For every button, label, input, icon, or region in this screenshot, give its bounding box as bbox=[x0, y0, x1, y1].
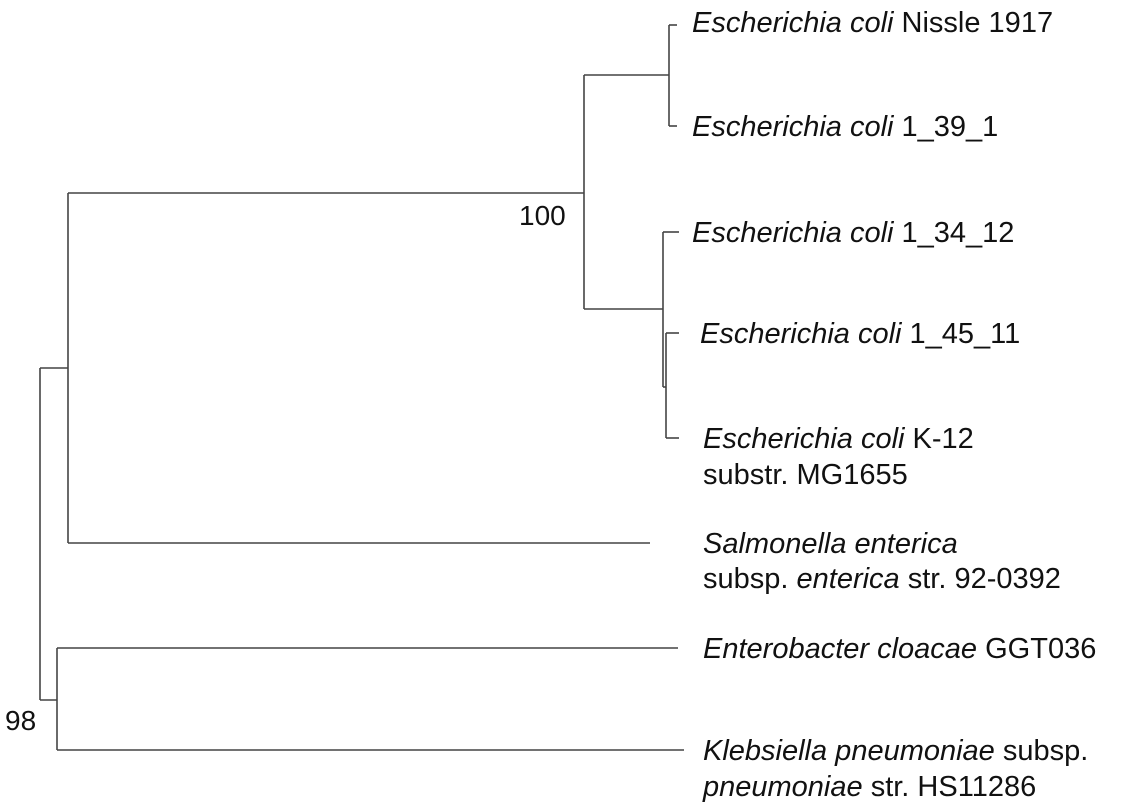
leaf-label-nissle bbox=[692, 7, 1053, 39]
leaf-label-salmonella bbox=[703, 528, 958, 560]
leaf-label-e13412-part-1: 1_34_12 bbox=[893, 217, 1015, 249]
leaf-label-enterobacter-part-1: GGT036 bbox=[977, 633, 1097, 665]
leaf-label-klebsiella-line2-part-0: pneumoniae bbox=[703, 771, 863, 803]
leaf-label-e14511-part-1: 1_45_11 bbox=[901, 318, 1021, 350]
leaf-label-nissle-part-0: Escherichia coli bbox=[692, 7, 894, 39]
leaf-label-klebsiella-part-1: subsp. bbox=[994, 735, 1089, 767]
tree-branches bbox=[40, 25, 684, 750]
leaf-label-e139-part-0: Escherichia coli bbox=[692, 111, 894, 143]
leaf-label-enterobacter-part-0: Enterobacter cloacae bbox=[703, 633, 978, 665]
leaf-label-k12-part-1: K-12 bbox=[904, 423, 974, 455]
leaf-label-e14511 bbox=[700, 318, 1020, 350]
leaf-label-e13412-part-0: Escherichia coli bbox=[692, 217, 894, 249]
leaf-label-e139-part-1: 1_39_1 bbox=[893, 111, 999, 143]
leaf-label-e139 bbox=[692, 111, 998, 143]
leaf-label-e14511-part-0: Escherichia coli bbox=[700, 318, 902, 350]
leaf-label-k12-part-0: Escherichia coli bbox=[703, 423, 905, 455]
leaf-label-klebsiella bbox=[703, 735, 1088, 767]
leaf-label-salmonella-line2-part-2: str. 92-0392 bbox=[899, 563, 1061, 595]
leaf-label-nissle-part-1: Nissle 1917 bbox=[893, 7, 1054, 39]
tree-labels bbox=[5, 7, 1096, 803]
leaf-label-salmonella-line2 bbox=[703, 563, 1061, 595]
leaf-label-salmonella-line2-part-1: enterica bbox=[796, 563, 900, 595]
leaf-label-salmonella-part-0: Salmonella enterica bbox=[703, 528, 958, 560]
leaf-label-klebsiella-line2-part-1: str. HS11286 bbox=[862, 771, 1037, 803]
leaf-label-e13412 bbox=[692, 217, 1014, 249]
leaf-label-klebsiella-line2 bbox=[702, 771, 1036, 803]
leaf-label-k12-line2-part-0: substr. MG1655 bbox=[703, 459, 908, 491]
bootstrap-root: 98 bbox=[5, 705, 37, 736]
leaf-label-salmonella-line2-part-0: subsp. bbox=[703, 563, 797, 595]
leaf-label-klebsiella-part-0: Klebsiella pneumoniae bbox=[703, 735, 995, 767]
bootstrap-ecoli_clade: 100 bbox=[519, 200, 566, 231]
leaf-label-k12 bbox=[703, 423, 974, 455]
leaf-label-enterobacter bbox=[703, 633, 1096, 665]
leaf-label-k12-line2 bbox=[703, 459, 908, 491]
